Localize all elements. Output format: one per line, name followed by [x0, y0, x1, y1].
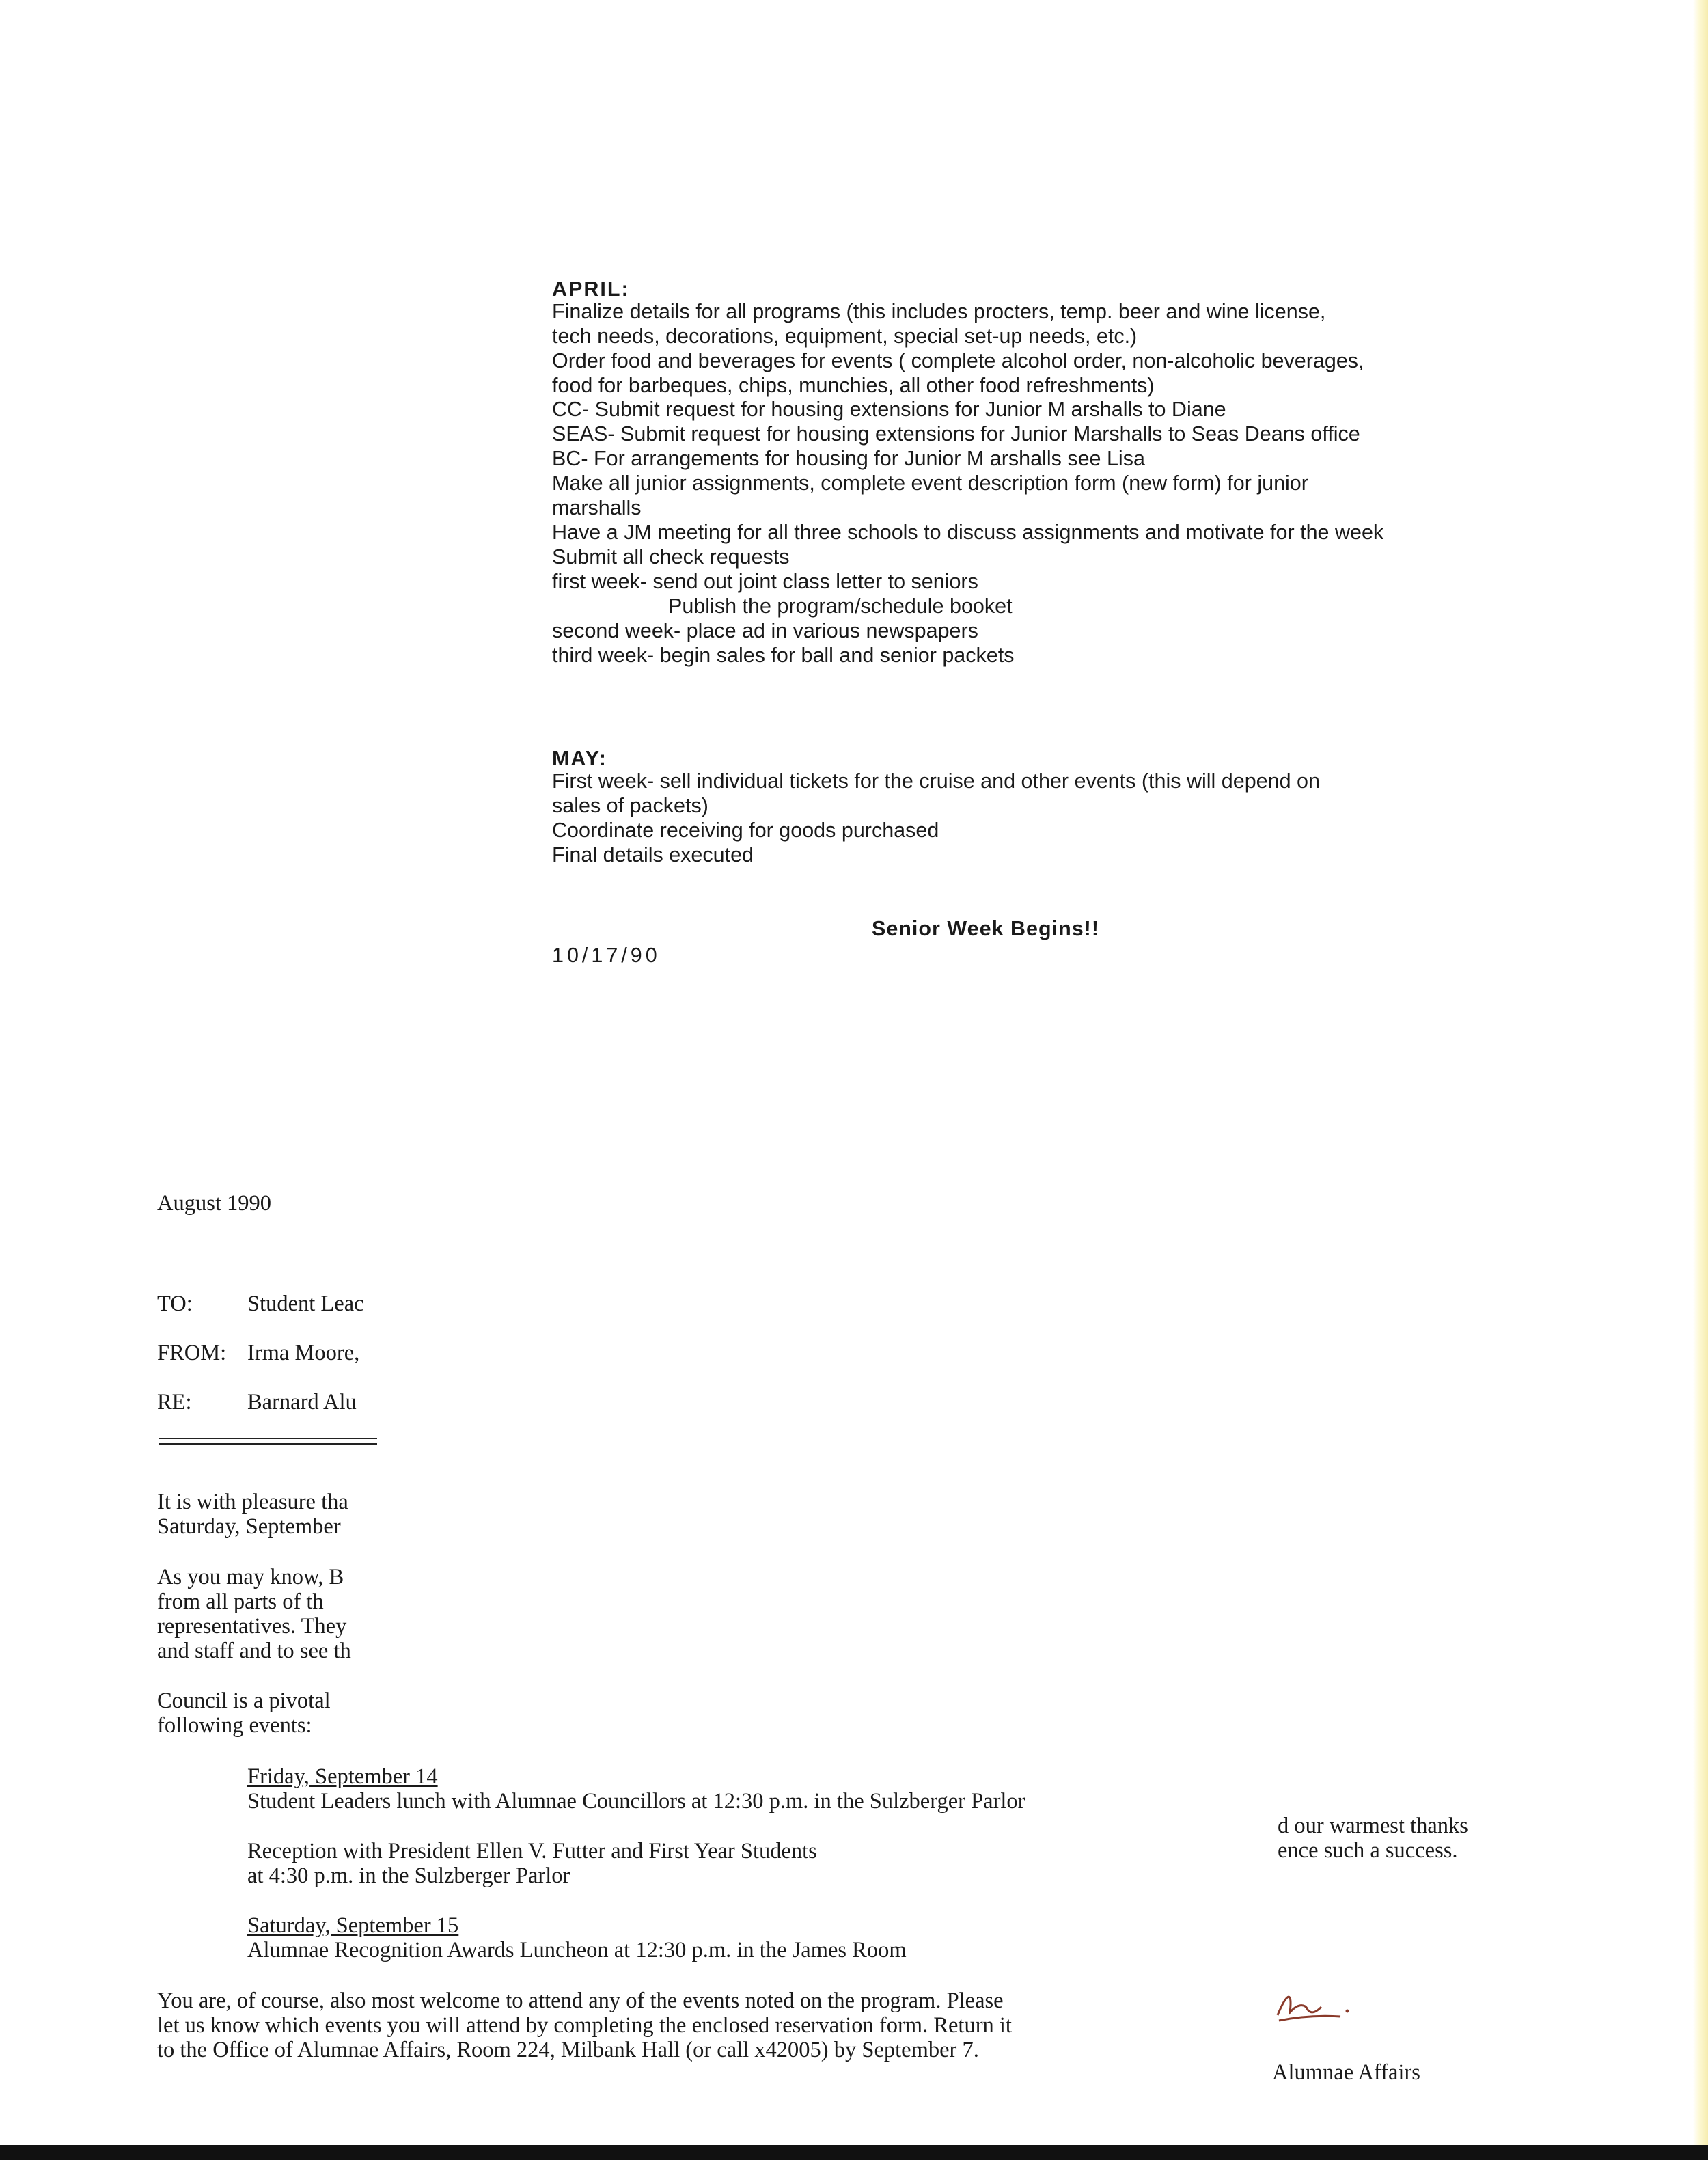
para-line: and staff and to see th: [157, 1639, 351, 1663]
scan-border: [0, 2145, 1708, 2160]
date-stamp: 10/17/90: [552, 944, 661, 967]
may-line: Coordinate receiving for goods purchased: [552, 819, 939, 842]
from-value: Irma Moore,: [247, 1341, 360, 1365]
para-line: Council is a pivotal: [157, 1689, 331, 1713]
april-heading: APRIL:: [552, 277, 630, 301]
april-line: Order food and beverages for events ( complete alcohol order, non-alcoholic beverages,: [552, 349, 1364, 372]
may-heading: MAY:: [552, 747, 607, 770]
may-line: Final details executed: [552, 843, 754, 866]
closing-line: let us know which events you will attend by completing the enclosed reservation form. Return it: [157, 2013, 1012, 2038]
double-rule-bottom: [159, 1443, 377, 1445]
april-line: third week- begin sales for ball and senior packets: [552, 644, 1015, 667]
senior-week-heading: Senior Week Begins!!: [872, 917, 1099, 940]
event-day-friday: Friday, September 14: [247, 1764, 438, 1789]
april-line: BC- For arrangements for housing for Junior M arshalls see Lisa: [552, 447, 1145, 470]
closing-line: to the Office of Alumnae Affairs, Room 224, Milbank Hall (or call x42005) by September 7.: [157, 2038, 979, 2062]
april-line: second week- place ad in various newspapers: [552, 619, 978, 642]
april-line: Submit all check requests: [552, 545, 790, 569]
closing-line: You are, of course, also most welcome to attend any of the events noted on the program. Please: [157, 1988, 1004, 2013]
re-value: Barnard Alu: [247, 1390, 357, 1414]
to-label: TO:: [157, 1291, 193, 1316]
april-line: SEAS- Submit request for housing extensions for Junior Marshalls to Seas Deans office: [552, 422, 1360, 446]
right-fragment: d our warmest thanks: [1278, 1814, 1468, 1838]
april-line: Finalize details for all programs (this includes procters, temp. beer and wine license,: [552, 300, 1326, 323]
event-day-saturday: Saturday, September 15: [247, 1913, 459, 1938]
april-line: CC- Submit request for housing extensions for Junior M arshalls to Diane: [552, 398, 1226, 421]
april-line: Publish the program/schedule booket: [668, 594, 1013, 618]
event-item: Reception with President Ellen V. Futter and First Year Students: [247, 1839, 817, 1863]
para-line: As you may know, B: [157, 1565, 344, 1589]
april-line: Have a JM meeting for all three schools to discuss assignments and motivate for the week: [552, 521, 1384, 544]
to-value: Student Leac: [247, 1291, 364, 1316]
paper-edge: [1693, 0, 1708, 2160]
may-line: sales of packets): [552, 794, 708, 817]
memo-date: August 1990: [157, 1191, 272, 1216]
event-item: at 4:30 p.m. in the Sulzberger Parlor: [247, 1863, 570, 1888]
signature-office: Alumnae Affairs: [1272, 2060, 1420, 2085]
from-label: FROM:: [157, 1341, 227, 1365]
right-fragment: ence such a success.: [1278, 1838, 1458, 1863]
event-item: Alumnae Recognition Awards Luncheon at 12:30 p.m. in the James Room: [247, 1938, 907, 1963]
event-item: Student Leaders lunch with Alumnae Councillors at 12:30 p.m. in the Sulzberger Parlor: [247, 1789, 1025, 1814]
signature-mark: [1272, 1985, 1361, 2026]
april-line: food for barbeques, chips, munchies, all other food refreshments): [552, 374, 1155, 397]
para-line: Saturday, September: [157, 1514, 341, 1539]
double-rule-top: [159, 1438, 377, 1439]
april-line: Make all junior assignments, complete event description form (new form) for junior: [552, 471, 1308, 495]
april-line: marshalls: [552, 496, 642, 519]
para-line: representatives. They: [157, 1614, 347, 1639]
may-line: First week- sell individual tickets for the cruise and other events (this will depend on: [552, 769, 1320, 793]
april-line: tech needs, decorations, equipment, special set-up needs, etc.): [552, 325, 1138, 348]
para-line: It is with pleasure tha: [157, 1490, 348, 1514]
re-label: RE:: [157, 1390, 192, 1414]
april-line: first week- send out joint class letter to seniors: [552, 570, 978, 593]
para-line: from all parts of th: [157, 1589, 324, 1614]
para-line: following events:: [157, 1713, 312, 1738]
